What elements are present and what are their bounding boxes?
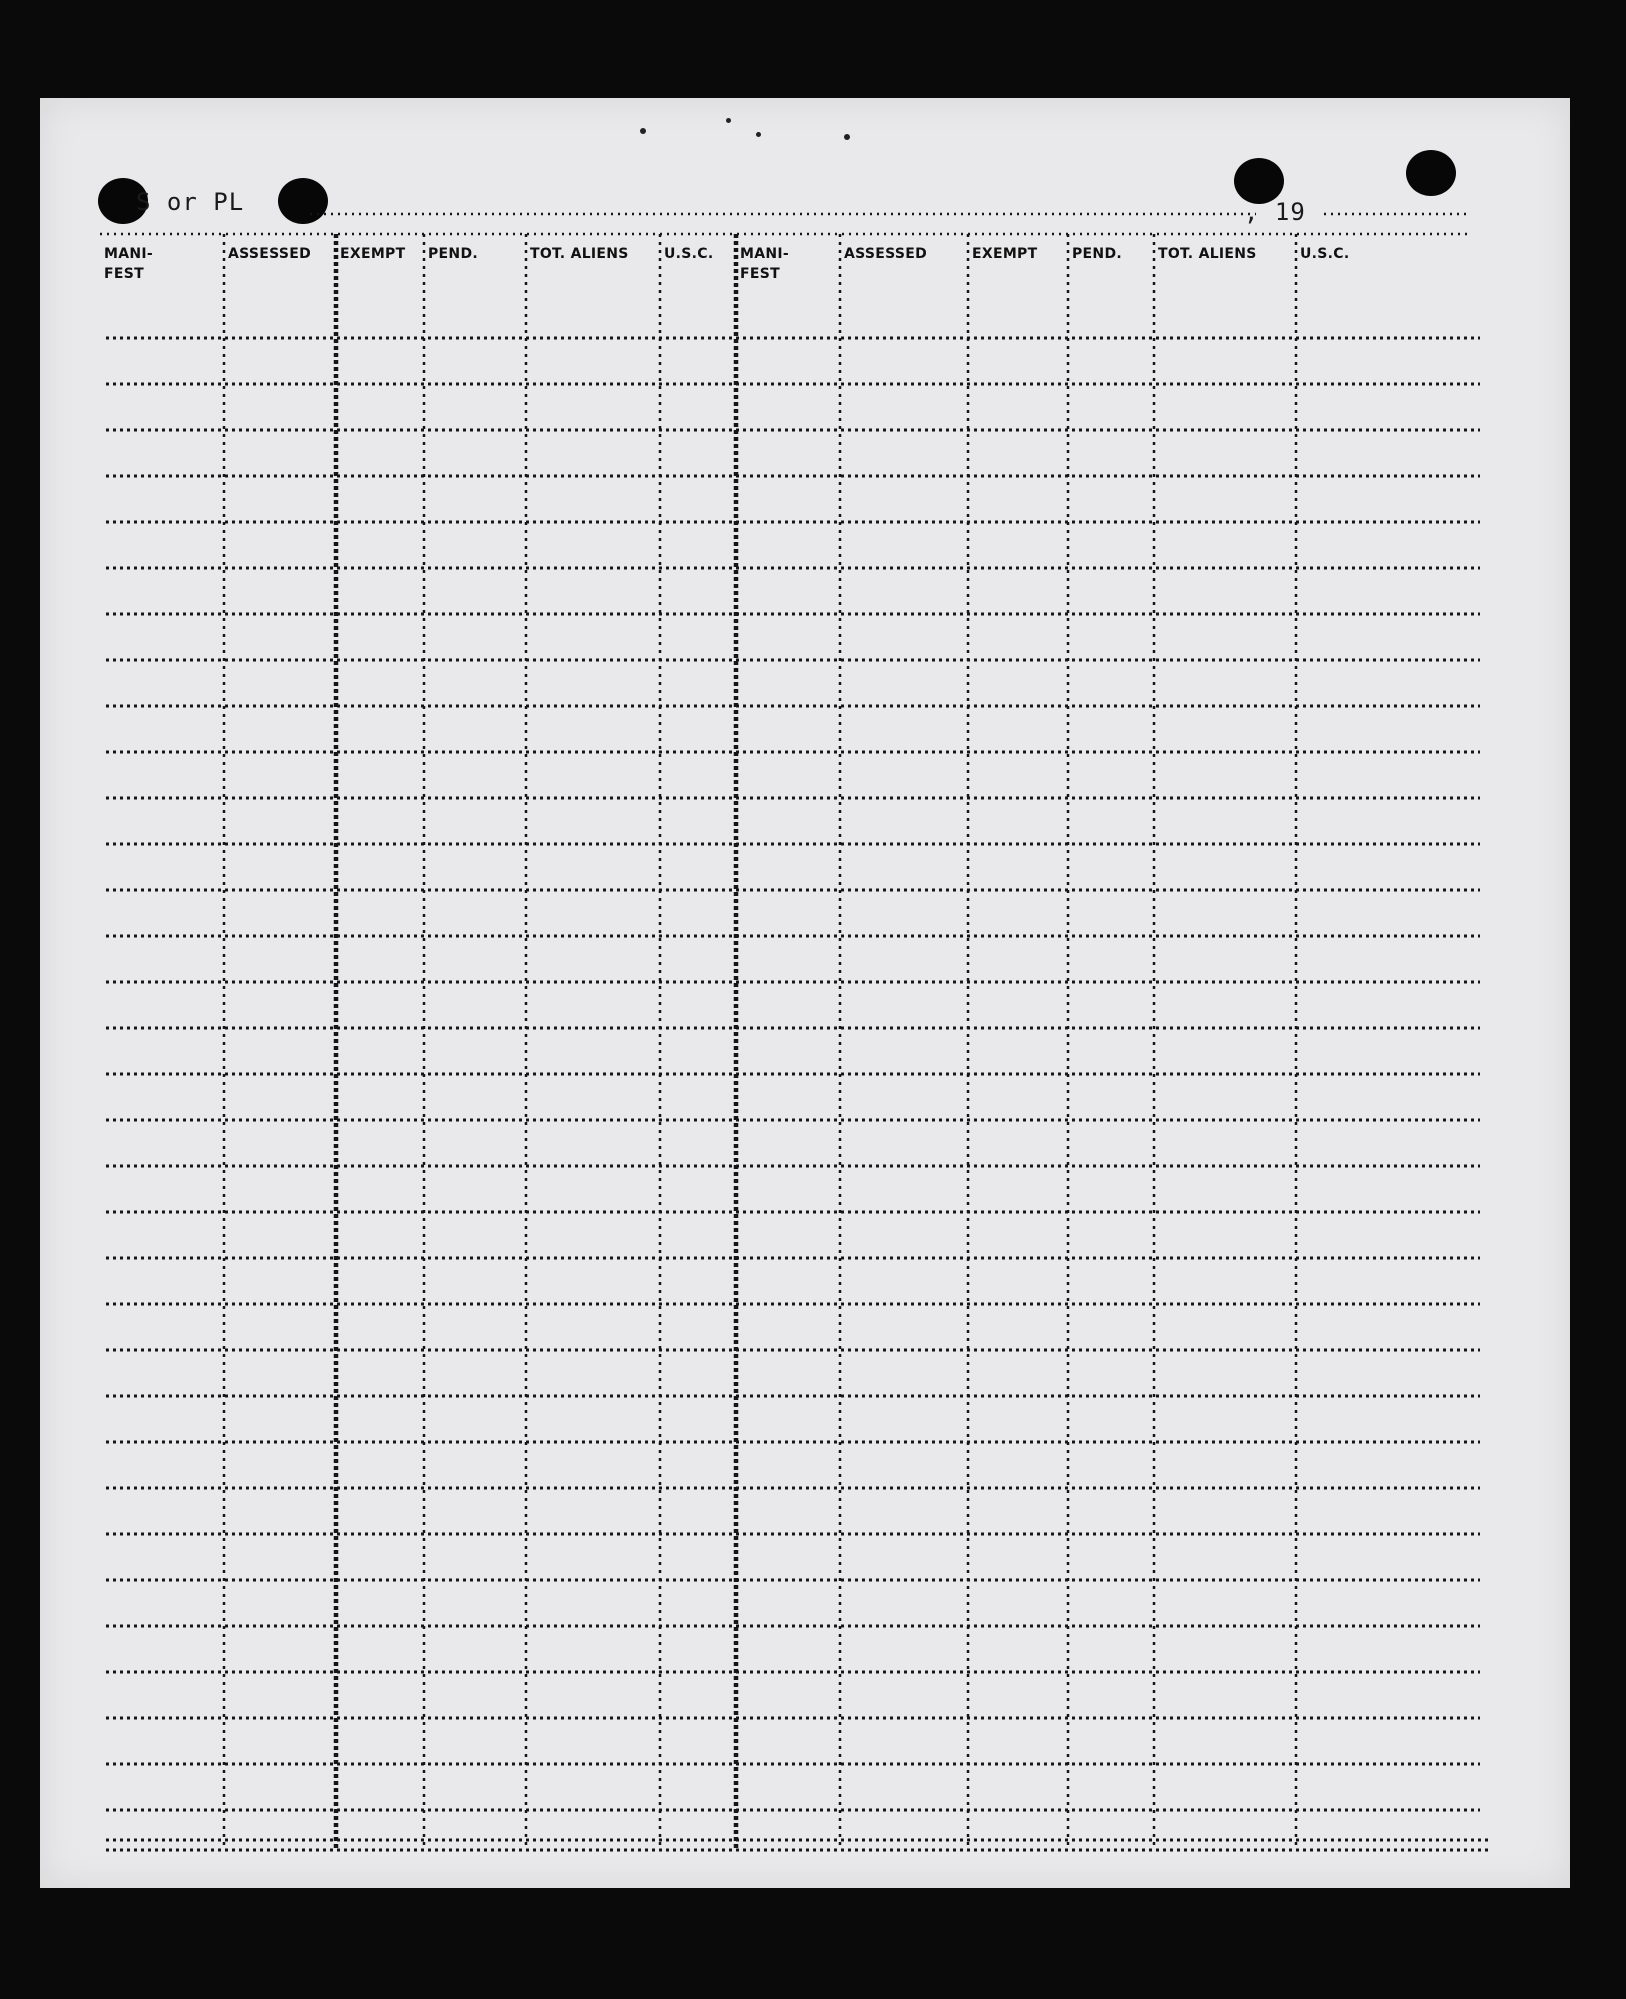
scanned-form-page bbox=[40, 98, 1570, 1888]
column-header-7: ASSESSED bbox=[844, 246, 928, 262]
column-header-5: U.S.C. bbox=[664, 246, 714, 262]
form-grid bbox=[40, 98, 1570, 1888]
column-header-6: MANI- FEST bbox=[740, 246, 790, 282]
column-header-3: PEND. bbox=[428, 246, 478, 262]
column-header-9: PEND. bbox=[1072, 246, 1122, 262]
column-header-2: EXEMPT bbox=[340, 246, 406, 262]
column-header-10: TOT. ALIENS bbox=[1158, 246, 1257, 262]
column-header-8: EXEMPT bbox=[972, 246, 1038, 262]
column-header-11: U.S.C. bbox=[1300, 246, 1350, 262]
column-header-1: ASSESSED bbox=[228, 246, 312, 262]
column-header-4: TOT. ALIENS bbox=[530, 246, 629, 262]
column-header-0: MANI- FEST bbox=[104, 246, 154, 282]
header-year-label: , 19 bbox=[1244, 198, 1306, 226]
header-prefix: S or PL bbox=[136, 188, 245, 216]
